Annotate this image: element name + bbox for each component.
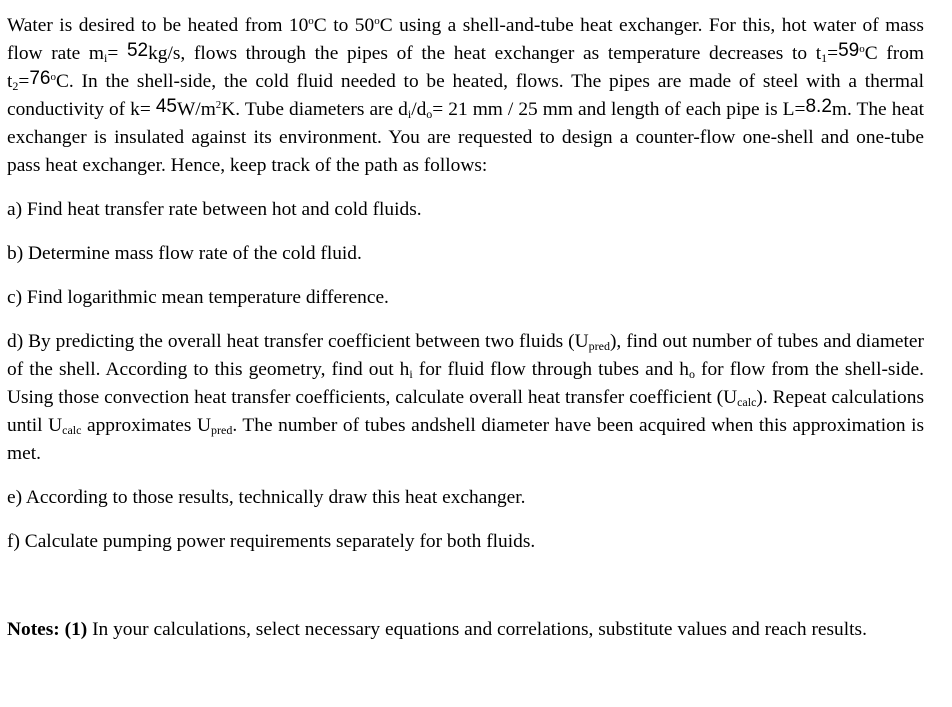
subscript-o: o: [688, 367, 695, 381]
text-segment: = 21 mm / 25 mm and length of each pipe is L=: [432, 99, 806, 120]
degree-mark: o: [50, 71, 56, 83]
subscript-1: 1: [821, 51, 828, 65]
text-segment: C from t: [7, 43, 924, 92]
text-segment: for fluid flow through tubes and h: [412, 359, 689, 380]
text-segment: kg/s, flows through the pipes of the heat exchanger as temperature decreases to t: [148, 43, 822, 64]
item-f: f) Calculate pumping power requirements separately for both fluids.: [7, 531, 536, 552]
text-segment: =: [18, 71, 30, 92]
problem-statement: [7, 12, 924, 180]
subscript-pred: pred: [588, 339, 610, 353]
text-segment: Water is desired to be heated from 10: [7, 15, 309, 36]
notes-text: In your calculations, select necessary equations and correlations, substitute values and reach results.: [87, 619, 867, 640]
problem-document: [7, 12, 924, 644]
text-segment: for flow from the shell-side. Using those convection heat transfer coefficients, calculate overall heat transfer coefficient (U: [7, 359, 924, 408]
subscript-i: i: [407, 107, 412, 121]
text-segment: W/m: [177, 99, 216, 120]
item-c: c) Find logarithmic mean temperature difference.: [7, 287, 389, 308]
text-segment: ). Repeat calculations until U: [7, 387, 924, 436]
degree-mark: o: [308, 15, 314, 27]
item-d: [7, 328, 924, 468]
text-segment: . The number of tubes andshell diameter have been acquired when this approximation is met.: [7, 415, 925, 464]
text-segment: ), find out number of tubes and diameter of the shell. According to this geometry, find out h: [7, 331, 924, 380]
subscript-calc: calc: [737, 395, 757, 409]
mass-flow-value: 52: [126, 40, 149, 61]
text-segment: approximates U: [81, 415, 212, 436]
text-segment: C using a shell-and-tube heat exchanger. For this, hot water of mass flow rate m: [7, 15, 924, 64]
length-value: 8.2: [805, 96, 832, 117]
text-segment: =: [827, 43, 839, 64]
subscript-calc: calc: [62, 423, 82, 437]
text-segment: =: [107, 43, 119, 64]
degree-mark: o: [374, 15, 380, 27]
item-e: e) According to those results, technically draw this heat exchanger.: [7, 487, 526, 508]
notes: [7, 616, 924, 644]
subscript-o: o: [426, 107, 433, 121]
k-value: 45: [155, 96, 177, 117]
text-segment: C to 50: [313, 15, 375, 36]
text-segment: /d: [411, 99, 427, 120]
item-a: a) Find heat transfer rate between hot and cold fluids.: [7, 199, 422, 220]
text-segment: C. In the shell-side, the cold fluid needed to be heated, flows. The pipes are made of steel with a thermal conductivity of k=: [7, 71, 924, 120]
notes-label: Notes: (1): [7, 619, 88, 640]
degree-mark: o: [859, 43, 865, 55]
t1-value: 59: [838, 40, 860, 61]
text-segment: m. The heat exchanger is insulated against its environment. You are requested to design a counter-flow one-shell and one-tube pass heat exchanger. Hence, keep track of the path as follows:: [7, 99, 924, 176]
subscript-2: 2: [12, 79, 19, 93]
subscript-pred: pred: [211, 423, 233, 437]
superscript-2: 2: [215, 99, 222, 111]
t2-value: 76: [29, 68, 51, 89]
text-segment: d) By predicting the overall heat transfer coefficient between two fluids (U: [7, 331, 589, 352]
subscript-i: i: [409, 367, 413, 381]
subscript-i: i: [104, 51, 108, 65]
text-segment: K. Tube diameters are d: [221, 99, 408, 120]
item-b: b) Determine mass flow rate of the cold fluid.: [7, 243, 362, 264]
